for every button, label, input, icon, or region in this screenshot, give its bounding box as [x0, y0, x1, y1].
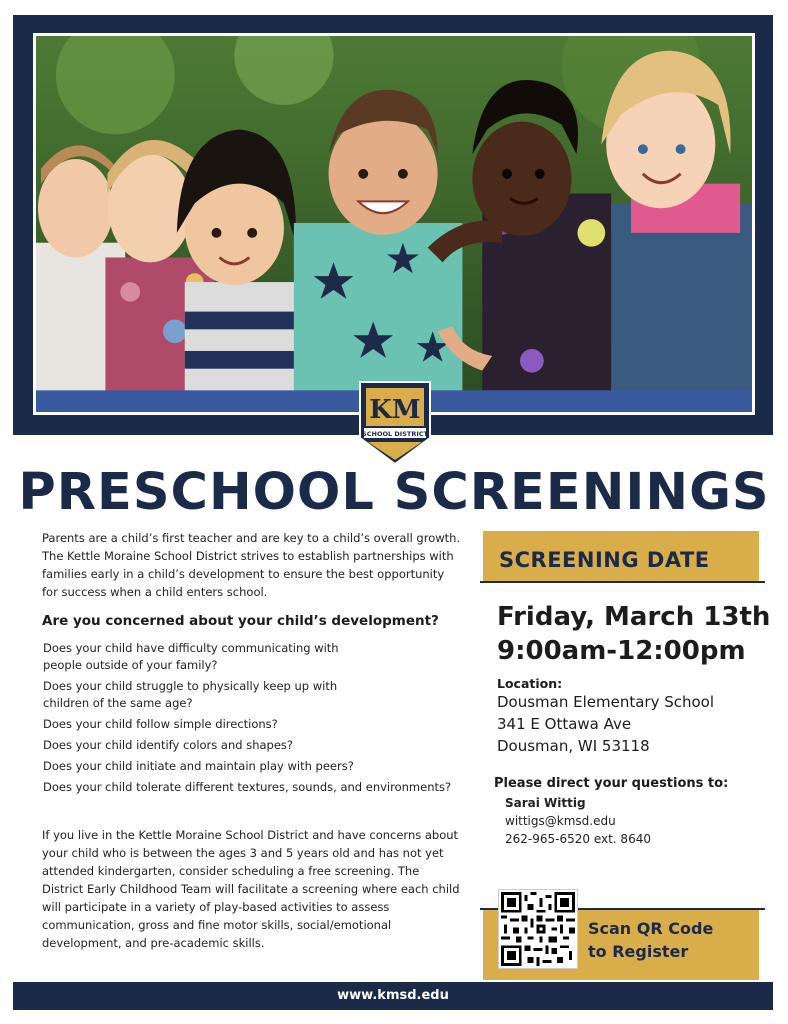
contact-phone: 262-965-6520 ext. 8640 — [505, 832, 651, 846]
district-logo — [358, 380, 432, 466]
screening-date-heading: SCREENING DATE — [499, 548, 710, 572]
list-item: Does your child identify colors and shapes? — [43, 738, 294, 752]
shield-icon — [358, 380, 432, 466]
qr-text-line-1: Scan QR Code — [588, 919, 714, 938]
location-name: Dousman Elementary School — [497, 693, 715, 711]
concerns-heading: Are you concerned about your child’s development? — [42, 613, 439, 629]
contact-email[interactable]: wittigs@kmsd.edu — [505, 814, 616, 828]
eligibility-paragraph: If you live in the Kettle Moraine School District and have concerns about your child who is between the ages 3 and 5 years old and has not yet attended kindergarten, consider scheduling a free screening. The District Early Childhood Team will facilitate a screening where each child will participate in a variety of play-based activities to assess communication, gross and fine motor skills, social/emotional development, and pre-academic skills. — [42, 828, 460, 950]
qr-code[interactable] — [499, 890, 577, 968]
page-title: PRESCHOOL SCREENINGS — [18, 463, 770, 522]
list-item: Does your child have difficulty communicating with people outside of your family? — [43, 641, 339, 672]
screening-date-banner — [483, 531, 759, 581]
event-date: Friday, March 13th — [497, 602, 771, 632]
contact-heading: Please direct your questions to: — [494, 776, 729, 791]
qr-text-line-2: to Register — [588, 942, 689, 961]
logo-subtitle: SCHOOL DISTRICT — [362, 430, 428, 438]
location-street: 341 E Ottawa Ave — [497, 715, 632, 733]
qr-code-icon — [501, 892, 575, 966]
divider — [480, 581, 765, 583]
hero-photo — [33, 33, 755, 415]
children-group-photo — [36, 36, 752, 412]
location-city: Dousman, WI 53118 — [497, 737, 650, 755]
list-item: Does your child initiate and maintain play with peers? — [43, 759, 354, 773]
footer-url[interactable]: www.kmsd.edu — [337, 988, 449, 1003]
contact-name: Sarai Wittig — [505, 796, 586, 810]
list-item: Does your child tolerate different textures, sounds, and environments? — [43, 780, 452, 794]
footer-bar — [13, 982, 773, 1010]
list-item: Does your child follow simple directions? — [43, 717, 278, 731]
concern-questions-list — [43, 640, 473, 800]
list-item: Does your child struggle to physically keep up with children of the same age? — [43, 679, 338, 710]
logo-monogram: KM — [369, 395, 421, 425]
location-label: Location: — [497, 676, 563, 691]
event-time: 9:00am-12:00pm — [497, 636, 746, 666]
qr-instructions — [588, 917, 713, 963]
intro-paragraph: Parents are a child’s first teacher and are key to a child’s overall growth. The Kettle Moraine School District strives to establish partnerships with families early in a child’s development to ensure the best opportunity for success when a child enters school. — [42, 531, 461, 599]
